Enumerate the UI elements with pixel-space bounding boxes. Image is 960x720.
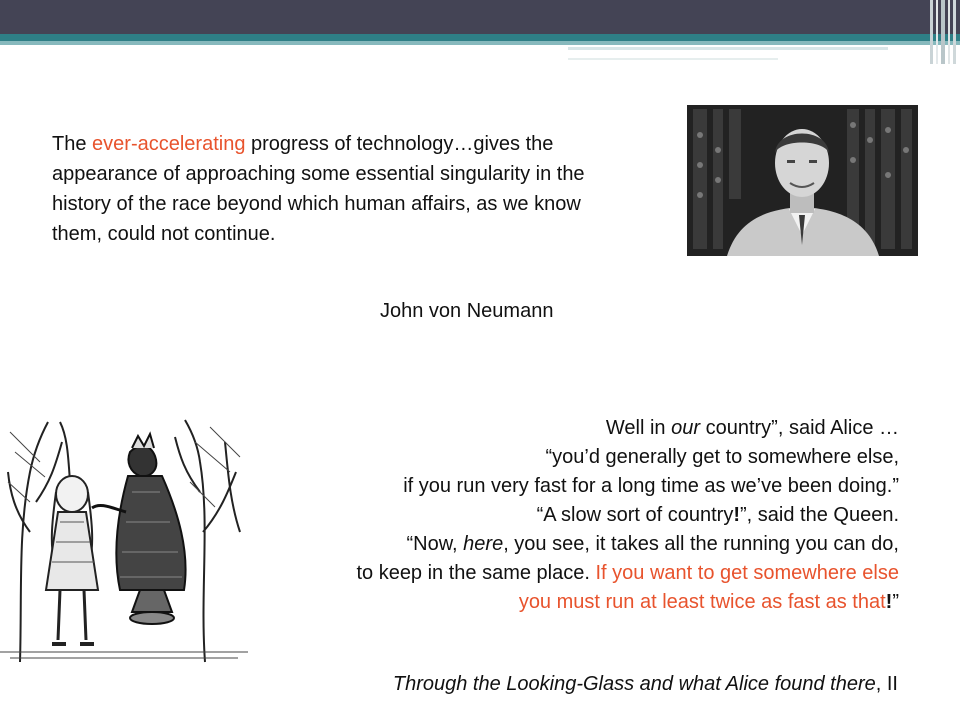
quote-highlight: ever-accelerating xyxy=(92,133,246,155)
quote-line: “you’d generally get to somewhere else, xyxy=(545,446,899,468)
quote-highlight: you must run at least twice as fast as that xyxy=(518,591,886,613)
alice-red-queen-illustration xyxy=(0,412,248,670)
header-accent-stripe-light xyxy=(0,41,960,45)
von-neumann-photo xyxy=(687,105,918,256)
quote-line: to keep in the same place. If you want to get somewhere else xyxy=(356,562,899,584)
quote-line: Well in our country”, said Alice … xyxy=(605,417,899,439)
quote-line: you must run at least twice as fast as that!” xyxy=(518,591,899,613)
decorative-vertical-stripes xyxy=(928,0,960,64)
quote-highlight: If you want to get somewhere else xyxy=(595,562,899,584)
quote-line: “Now, here, you see, it takes all the running you can do, xyxy=(406,533,899,555)
header-accent-stripe xyxy=(0,34,960,41)
decorative-line xyxy=(568,58,778,60)
alice-quote xyxy=(219,414,899,617)
neumann-quote: The ever-accelerating progress of technology…gives the appearance of approaching some essential singularity in the history of the race beyond which human affairs, as we know them, could not continue. xyxy=(52,133,585,245)
book-title: Through the Looking-Glass and what Alice found there xyxy=(392,673,876,695)
header-bar xyxy=(0,0,960,34)
quote-line: if you run very fast for a long time as we’ve been doing.” xyxy=(403,475,899,497)
book-source: Through the Looking-Glass and what Alice found there, II xyxy=(392,673,898,695)
decorative-line xyxy=(568,47,888,50)
neumann-attribution: John von Neumann xyxy=(380,300,554,322)
quote-line: “A slow sort of country!”, said the Queen. xyxy=(536,504,899,526)
